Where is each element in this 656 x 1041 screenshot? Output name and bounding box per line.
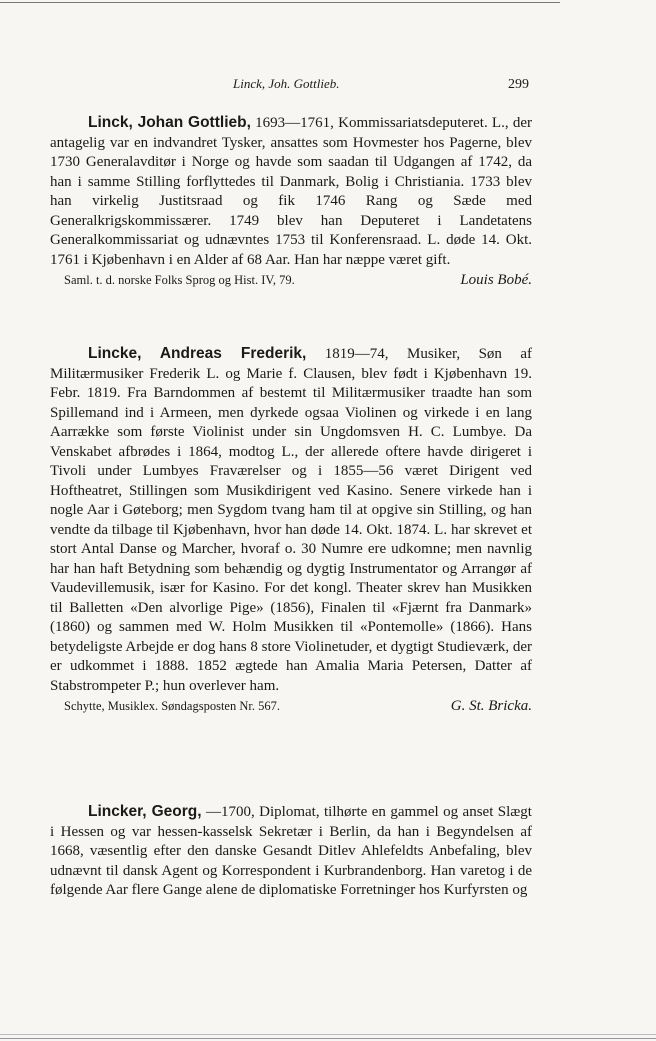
entry-lincke	[50, 344, 532, 717]
entry-footer	[50, 271, 532, 291]
entry-text: —1700, Diplomat, tilhørte en gammel og anset Slægt i Hessen og var hessen-kasselsk Sekretær i Berlin, da han i Begyndelsen af 1668, væsentlig efter den danske Gesandt Ditlev Ahlefeldts Anbefaling, blev udnævnt til dansk Agent og Korrespondent i Kurbrandenborg. Han varetog i de følgende Aar flere Gange alene de diplomatiske Forretninger hos Kurfyrsten og	[50, 804, 532, 898]
entry-source: Saml. t. d. norske Folks Sprog og Hist. IV, 79.	[64, 273, 295, 287]
entry-body	[50, 802, 532, 901]
entry-linck	[50, 113, 532, 291]
entry-name: Lincker, Georg,	[88, 803, 202, 820]
entry-author: G. St. Bricka.	[450, 698, 532, 714]
entry-body	[50, 113, 532, 270]
top-rule	[0, 2, 560, 3]
entry-text: 1819—74, Musiker, Søn af Militærmusiker Frederik L. og Marie f. Clausen, blev født i Kjøbenhavn 19. Febr. 1819. Fra Barndommen af bestemt til Militærmusiker traadte han som Spillemand ind i Armeen, men dyrkede ogsaa Violinen og virkede i en lang Aarrække som første Violinist under sin Ungdomsven H. C. Lumbye. Da Venskabet afbrødes i 1864, modtog L., der allerede oftere havde dirigeret i Tivoli under Lumbyes Fraværelser og i 1855—56 været Dirigent ved Hoftheatret, Stillingen som Musikdirigent ved Kasino. Senere virkede han i nogle Aar i Gøteborg; men Sygdom tvang ham til at opgive sin Stilling, og han vendte da tilbage til Kjøbenhavn, hvor han døde 14. Okt. 1874. L. har skrevet et stort Antal Danse og Marcher, hvoraf o. 30 Numre ere udkomne; men navnlig har han haft Betydning som behændig og dygtig Instrumentator og Arrangør af Vaudevillemusik, især for Kasino. For det kongl. Theater skrev han Musikken til Balletten «Den alvorlige Pige» (1856), Finalen til «Fjærnt fra Danmark» (1860) og sammen med W. Holm Musikken til «Pontemolle» (1866). Hans betydeligste Arbejde er dog hans 8 store Violinetuder, et dygtigt Studieværk, der er udkommet i 1888. 1852 ægtede han Amalia Maria Petersen, Datter af Stabstrompeter P.; hun overlever ham.	[50, 346, 533, 694]
page-number: 299	[508, 77, 529, 92]
running-title: Linck, Joh. Gottlieb.	[233, 76, 340, 91]
entry-footer	[50, 697, 532, 717]
bottom-rule	[0, 1034, 656, 1035]
entry-source: Schytte, Musiklex. Søndagsposten Nr. 567.	[64, 699, 280, 713]
bottom-rule	[0, 1038, 656, 1039]
entry-body	[50, 344, 532, 696]
entry-author: Louis Bobé.	[460, 272, 532, 288]
entry-name: Linck, Johan Gottlieb,	[88, 114, 251, 131]
entry-text: 1693—1761, Kommissariatsdeputeret. L., der antagelig var en indvandret Tysker, ansattes som Hovmester hos Pagerne, blev 1730 Generalavditør i Norge og havde som saadan til Udgangen af 1742, da han i samme Stilling forflyttedes til Danmark, Bolig i Christiania. 1733 blev han virkelig Justitsraad og fik 1746 Rang og Sæde med Generalkrigskommissærer. 1749 blev han Deputeret i Landetatens Generalkommissariat og udnævntes 1753 til Konferensraad. L. døde 14. Okt. 1761 i Kjøbenhavn i en Alder af 68 Aar. Han har næppe været gift.	[50, 115, 532, 268]
page-header	[0, 76, 656, 96]
entry-name: Lincke, Andreas Frederik,	[88, 345, 307, 362]
entry-lincker	[50, 802, 532, 901]
